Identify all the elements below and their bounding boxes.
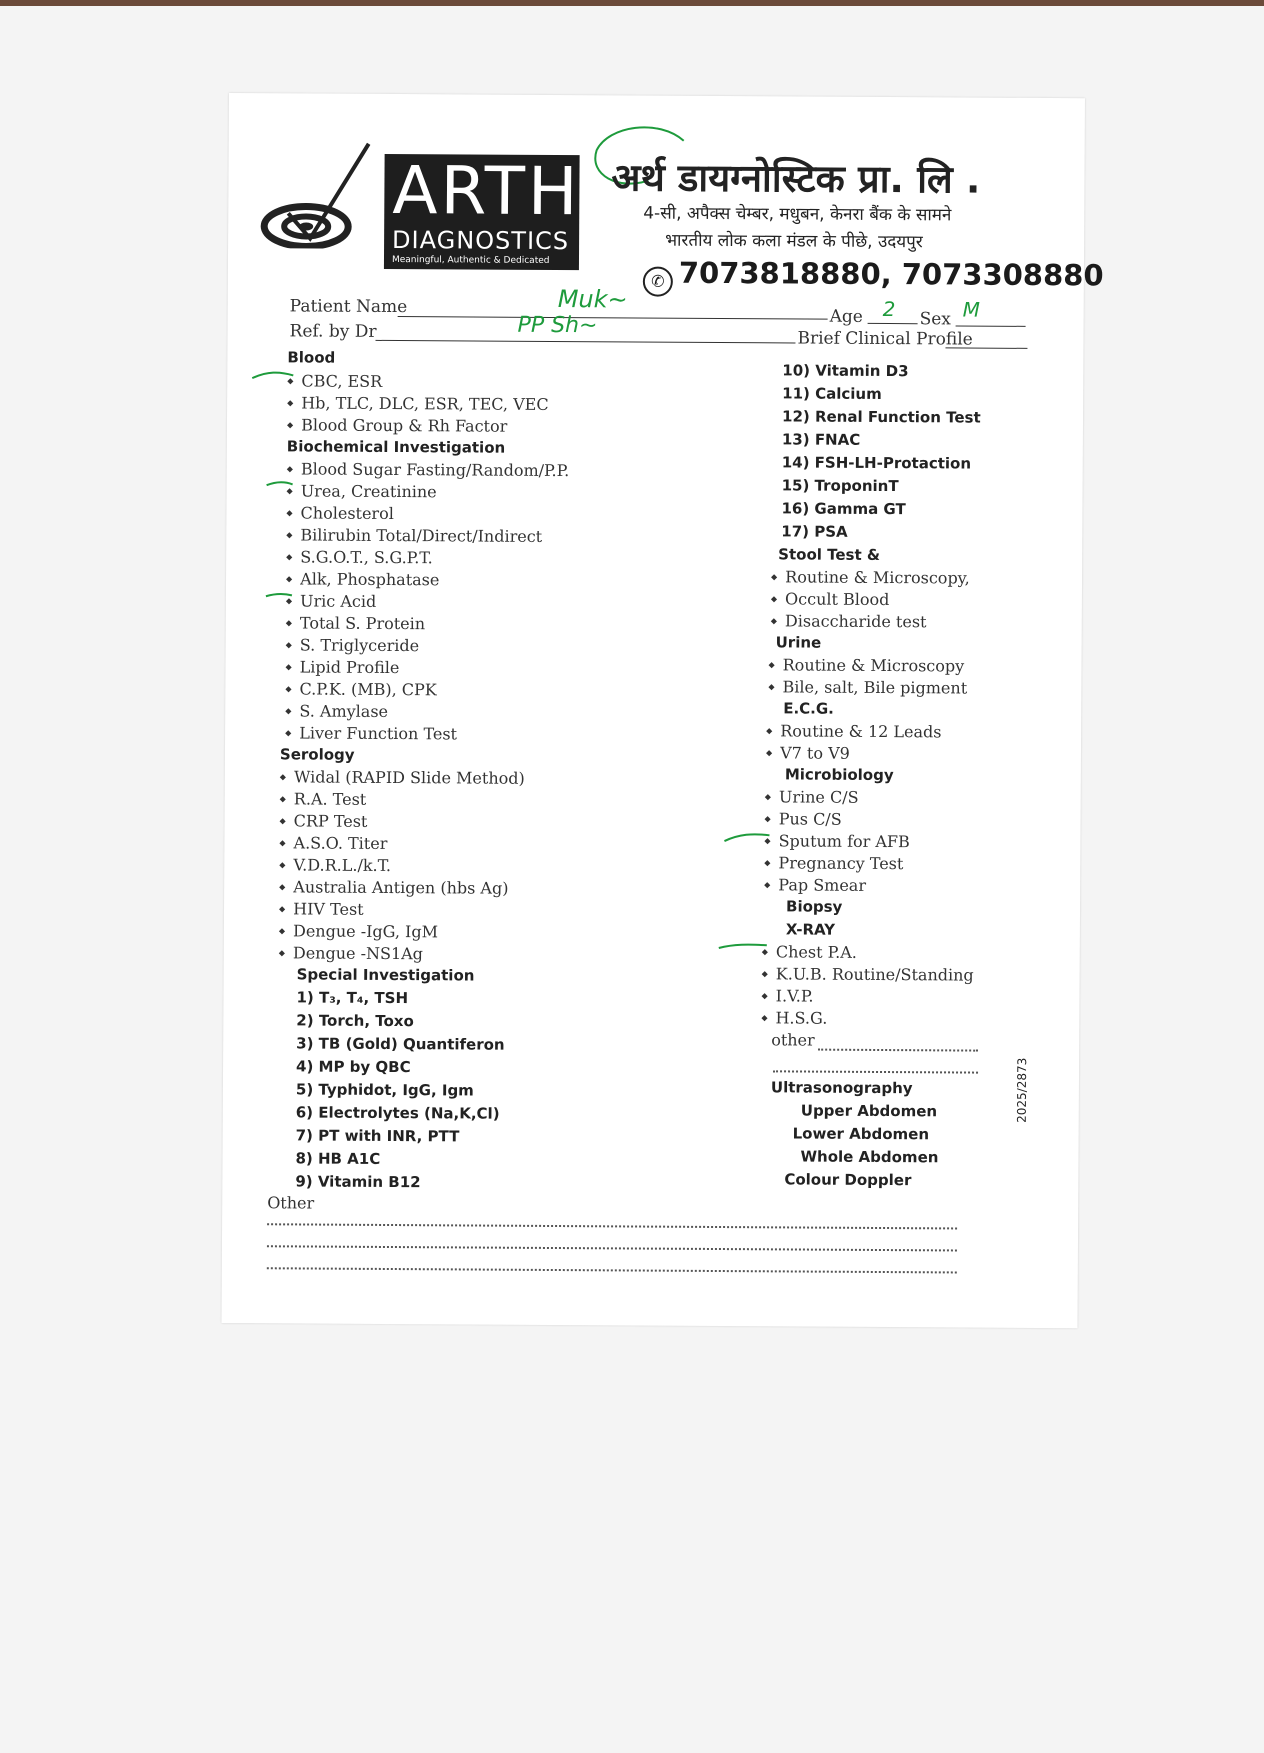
test-item: ◆ Alk, Phosphatase	[286, 569, 439, 589]
test-item: ◆ Occult Blood	[771, 589, 890, 609]
test-item: ◆ S.G.O.T., S.G.P.T.	[286, 547, 433, 567]
section-special-investigation: Special Investigation	[296, 965, 475, 985]
section-stool: Stool Test &	[778, 545, 881, 564]
test-item: 9) Vitamin B12	[295, 1172, 421, 1192]
ref-dr-label: Ref. by Dr	[289, 321, 377, 342]
test-item: ◆ Routine & Microscopy	[768, 655, 964, 675]
test-item: ◆ Blood Sugar Fasting/Random/P.P.	[287, 459, 570, 480]
handwritten-age: 2	[882, 296, 896, 322]
company-name-hindi: अर्थ डायग्नोस्टिक प्रा. लि .	[611, 155, 981, 202]
test-item: 13) FNAC	[781, 430, 861, 449]
test-item: ◆ Dengue -IgG, IgM	[279, 921, 438, 941]
test-item: ◆ I.V.P.	[761, 986, 813, 1005]
test-item: 17) PSA	[781, 522, 848, 541]
test-item: ◆ C.P.K. (MB), CPK	[285, 679, 437, 699]
test-item: ◆ CRP Test	[279, 811, 367, 831]
age-label: Age	[829, 306, 863, 327]
test-item: 1) T₃, T₄, TSH	[296, 988, 409, 1008]
phone-icon: ✆	[643, 267, 673, 297]
test-item: ◆ Widal (RAPID Slide Method)	[280, 767, 525, 787]
handwritten-patient-name: Muk~	[557, 285, 628, 314]
test-item: ◆ S. Triglyceride	[286, 635, 420, 655]
handwritten-sex: M	[962, 297, 981, 322]
test-item: ◆ V.D.R.L./k.T.	[279, 855, 391, 875]
brand-sub: DIAGNOSTICS	[392, 225, 570, 256]
test-item: 3) TB (Gold) Quantiferon	[296, 1034, 505, 1054]
test-item: ◆ Pus C/S	[765, 809, 842, 828]
test-item: 15) TroponinT	[781, 476, 899, 496]
brand-name: ARTH	[392, 152, 581, 231]
test-item: ◆ Cholesterol	[286, 503, 394, 523]
brand-tagline: Meaningful, Authentic & Dedicated	[391, 254, 550, 266]
test-item: 6) Electrolytes (Na,K,Cl)	[295, 1103, 500, 1123]
test-item: ◆ Blood Group & Rh Factor	[287, 415, 507, 435]
test-item: 12) Renal Function Test	[781, 407, 981, 427]
test-item: ◆ K.U.B. Routine/Standing	[762, 964, 974, 984]
right-other-label: other	[771, 1030, 815, 1050]
test-item: ◆ Pap Smear	[764, 875, 866, 895]
test-item: ◆ Routine & Microscopy,	[771, 567, 970, 587]
test-item: ◆ R.A. Test	[280, 789, 367, 809]
section-microbiology: Microbiology	[784, 765, 894, 785]
test-item: ◆ Urea, Creatinine	[287, 481, 437, 501]
test-item: ◆ Liver Function Test	[285, 723, 457, 743]
test-item: Colour Doppler	[784, 1170, 912, 1190]
test-item: 16) Gamma GT	[781, 499, 906, 519]
patient-name-label: Patient Name	[289, 296, 408, 318]
test-item: ◆ CBC, ESR	[287, 371, 382, 391]
test-item: ◆ Total S. Protein	[286, 613, 425, 633]
test-item: ◆ Lipid Profile	[285, 657, 399, 677]
test-item: ◆ Bile, salt, Bile pigment	[768, 677, 967, 697]
section-serology: Serology	[279, 745, 355, 764]
test-item: 8) HB A1C	[295, 1149, 381, 1168]
test-item: Upper Abdomen	[800, 1101, 938, 1121]
test-item: 7) PT with INR, PTT	[295, 1126, 460, 1146]
test-item: Whole Abdomen	[800, 1147, 939, 1167]
test-item: ◆ Chest P.A.	[762, 942, 857, 962]
test-item: ◆ Dengue -NS1Ag	[279, 943, 423, 963]
address-line-2: भारतीय लोक कला मंडल के पीछे, उदयपुर	[665, 230, 923, 253]
test-item: 10) Vitamin D3	[782, 361, 909, 381]
test-item: ◆ Sputum for AFB	[764, 831, 909, 851]
section-biopsy: Biopsy	[785, 897, 843, 916]
test-item: ◆ HIV Test	[279, 899, 364, 919]
test-item: ◆ S. Amylase	[285, 701, 388, 721]
sex-label: Sex	[919, 309, 951, 330]
test-item: ◆ Disaccharide test	[771, 611, 927, 631]
test-item: ◆ Pregnancy Test	[764, 853, 903, 873]
test-item: 2) Torch, Toxo	[296, 1011, 414, 1031]
test-item: ◆ Hb, TLC, DLC, ESR, TEC, VEC	[287, 393, 549, 414]
section-blood: Blood	[287, 348, 336, 367]
section-biochemical: Biochemical Investigation	[286, 437, 506, 457]
test-item: ◆ Australia Antigen (hbs Ag)	[279, 877, 508, 897]
scan-top-edge	[0, 0, 1264, 6]
section-xray: X-RAY	[785, 920, 836, 939]
handwritten-marks	[221, 93, 1084, 1328]
test-item: ◆ V7 to V9	[766, 743, 850, 763]
test-item: 4) MP by QBC	[295, 1057, 411, 1077]
test-item: ◆ A.S.O. Titer	[279, 833, 387, 853]
test-item: ◆ H.S.G.	[761, 1008, 827, 1027]
test-item: 5) Typhidot, IgG, Igm	[295, 1080, 474, 1100]
address-line-1: 4-सी, अपैक्स चेम्बर, मधुबन, केनरा बैंक के सामने	[643, 203, 952, 226]
section-ultrasonography: Ultrasonography	[770, 1078, 913, 1098]
test-item: ◆ Routine & 12 Leads	[766, 721, 942, 741]
clinical-profile-label: Brief Clinical Profile	[797, 328, 973, 350]
test-item: 14) FSH-LH-Protaction	[781, 453, 972, 473]
test-item: ◆ Bilirubin Total/Direct/Indirect	[286, 525, 542, 546]
test-item: ◆ Uric Acid	[286, 591, 376, 611]
test-item: Lower Abdomen	[792, 1124, 930, 1144]
handwritten-ref-dr: PP Sh~	[517, 312, 598, 339]
test-item: ◆ Urine C/S	[765, 787, 859, 807]
test-item: 11) Calcium	[782, 384, 882, 403]
lab-requisition-form	[221, 93, 1104, 1328]
other-label: Other	[267, 1193, 315, 1213]
phone-text: 7073818880, 7073308880	[678, 255, 1104, 293]
section-ecg: E.C.G.	[783, 699, 834, 718]
section-urine: Urine	[775, 633, 822, 652]
serial-number: 2025/2873	[1014, 1057, 1030, 1123]
